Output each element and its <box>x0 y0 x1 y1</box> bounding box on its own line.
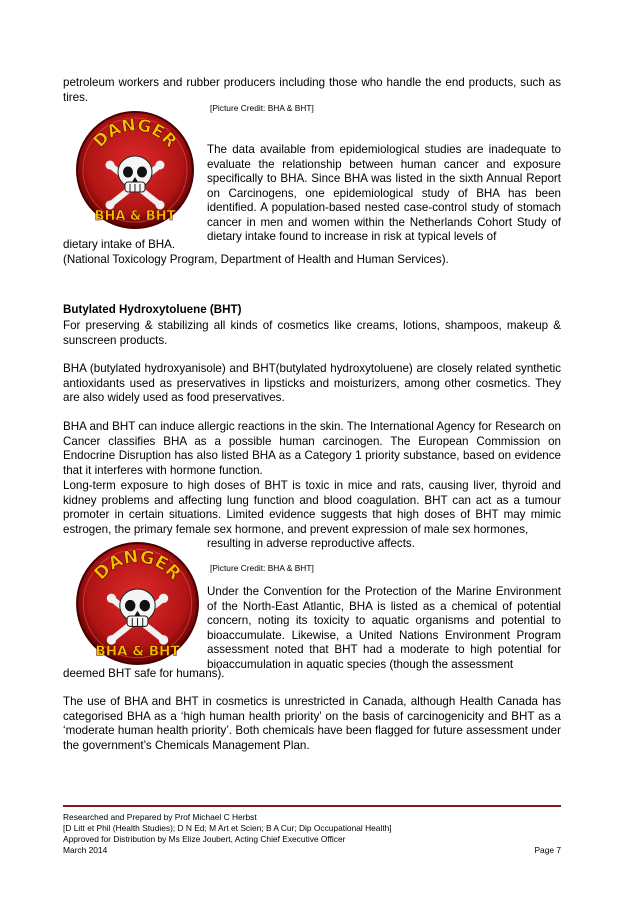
epidemiology-paragraph: The data available from epidemiological studies are inadequate to evaluate the relationship between human cancer and exposure specifically to BHA. Since BHA was listed in the sixth Annual Report on Carcinogens, one epidemiological study of BHA has been identified. A population-based nested case-control study of stomach cancer in men and women within the Netherlands Cohort Study of dietary intake found to increase in risk at typical levels of <box>207 143 561 243</box>
epidemiology-paragraph-tail: dietary intake of BHA. <box>63 238 176 251</box>
danger-badge-image <box>75 110 195 230</box>
bht-usage-paragraph: For preserving & stabilizing all kinds of cosmetics like creams, lotions, shampoos, makeup & sunscreen products. <box>63 319 561 347</box>
footer-approval: Approved for Distribution by Ms Elize Joubert, Acting Chief Executive Officer <box>63 834 346 844</box>
section-heading: Butylated Hydroxytoluene (BHT) <box>63 303 242 316</box>
badge-bottom-text: BHA & BHT <box>94 209 176 224</box>
footer-date: March 2014 <box>63 845 108 855</box>
badge-bottom-text: BHA & BHT <box>95 643 180 660</box>
footer-author: Researched and Prepared by Prof Michael C Herbst <box>63 812 257 822</box>
marine-environment-paragraph: Under the Convention for the Protection of the Marine Environment of the North-East Atlantic, BHA is listed as a chemical of potential concern, noting its toxicity to aquatic organisms and potential to bioaccumulate. Likewise, a United Nations Environment Program assessment noted that BHT had a moderate to high potential for bioaccumulation in aquatic species (though the assessment <box>207 585 561 671</box>
toxicity-paragraph-tail: resulting in adverse reproductive affects. <box>207 537 415 550</box>
picture-credit: [Picture Credit: BHA & BHT] <box>210 563 314 573</box>
badge-top-text: DANGER <box>89 115 181 152</box>
bha-bht-definition-paragraph: BHA (butylated hydroxyanisole) and BHT(butylated hydroxytoluene) are closely related synthetic antioxidants used as preservatives in lipsticks and moisturizers, among other cosmetics. They are also widely used as food preservatives. <box>63 362 561 404</box>
allergy-carcinogen-paragraph: BHA and BHT can induce allergic reactions in the skin. The International Agency for Research on Cancer classifies BHA as a possible human carcinogen. The European Commission on Endocrine Disruption has also listed BHA as a Category 1 priority substance, based on evidence that it interferes with hormone function. <box>63 420 561 477</box>
source-citation: (National Toxicology Program, Department of Health and Human Services). <box>63 253 449 266</box>
page-number: Page 7 <box>534 845 561 855</box>
danger-badge-image <box>75 541 200 666</box>
picture-credit: [Picture Credit: BHA & BHT] <box>210 103 314 113</box>
footer-credentials: [D Litt et Phil (Health Studies); D N Ed; M Art et Scien; B A Cur; Dip Occupational Health] <box>63 823 392 833</box>
marine-environment-paragraph-tail: deemed BHT safe for humans). <box>63 667 225 680</box>
footer-rule <box>63 805 561 807</box>
badge-top-text: DANGER <box>90 547 185 585</box>
canada-regulation-paragraph: The use of BHA and BHT in cosmetics is unrestricted in Canada, although Health Canada has categorised BHA as a ‘high human health priority’ on the basis of carcinogenicity and BHT as a ‘moderate human health priority’. Both chemicals have been flagged for future assessment under the government’s Chemicals Management Plan. <box>63 695 561 752</box>
intro-paragraph: petroleum workers and rubber producers including those who handle the end products, such as tires. <box>63 76 561 104</box>
toxicity-paragraph: Long-term exposure to high doses of BHT is toxic in mice and rats, causing liver, thyroid and kidney problems and affecting lung function and blood coagulation. BHT can act as a tumour promoter in certain situations. Limited evidence suggests that high doses of BHT may mimic estrogen, the primary female sex hormone, and prevent expression of male sex hormones, <box>63 479 561 536</box>
